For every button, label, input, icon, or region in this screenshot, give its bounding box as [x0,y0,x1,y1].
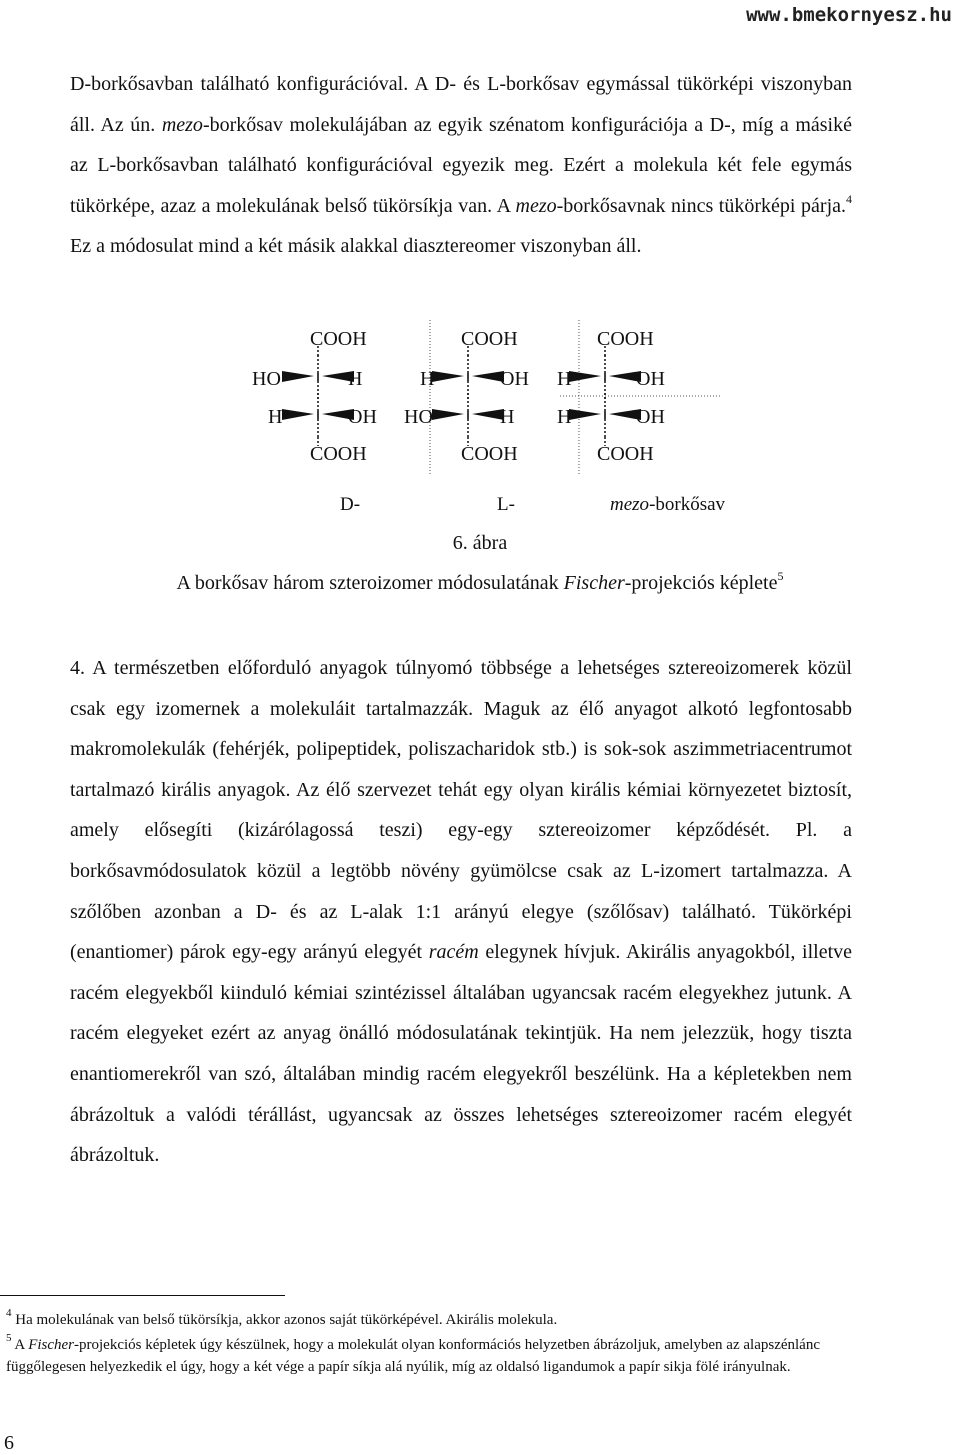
text-run: -, míg a másiké az [70,113,852,177]
l-mark: L [487,73,500,95]
figure-caption [0,569,960,595]
text-run: 4. A természetben előforduló anyagok túlnyomó többsége a lehetséges sztereoizomerek közül csak egy izomernek a molekuláit tartalmazzák. Maguk az élő anyagot alkotó legfontosabb makromolekulák (fehérjék, polipeptidek, poliszacharidok stb.) is sok-sok aszimmetriacentrumot tartalmazó királis anyagok. Az élő szervezet tehát egy olyan királis kémiai környezetet biztosít, amely elősegíti (kizárólagossá teszi) egy-egy sztereoizomer képződését. Pl. a borkősavmódosulatok közül a legtöbb növény gyümölcse csak az [70,657,852,882]
text-run: -borkősavban található konfigurációval egyezik meg. Ezért a molekula két fele egymás tükörképe, azaz a molekulának belső tükörsíkja van. A [70,154,852,217]
text-run: -borkősavban található konfigurációval. A [84,73,435,95]
top-group: COOH [461,328,518,350]
bottom-group: COOH [310,443,367,465]
fischer-structure-d [252,328,377,465]
right-ligand: OH [500,368,529,390]
left-ligand: HO [404,406,433,428]
fischer-projections-svg [0,318,960,528]
footnote-text: A [11,1337,29,1353]
l-mark: L [640,859,654,882]
right-ligand: H [348,368,363,390]
text-run: - és [449,73,488,95]
text-run: -borkősav molekulájában az egyik szénatom konfigurációja a [202,113,710,136]
caption-text: A borkősav három szteroizomer módosulatának [176,572,564,594]
footnote-divider [0,1295,285,1296]
top-group: COOH [310,328,367,350]
label-l [497,494,515,516]
label-d [340,494,360,516]
racem-term: racém [428,941,479,964]
caption-italic: Fischer [563,572,625,594]
right-ligand: OH [636,406,665,428]
dash: - [353,494,361,515]
right-ligand: H [500,406,515,428]
d-mark: D [70,73,85,95]
footnote-mark: 4 [6,1307,12,1319]
dash: - [508,494,515,515]
fischer-structure-l [404,328,529,465]
d-mark: D [709,113,725,136]
left-ligand: H [557,368,572,390]
fischer-structure-meso [557,328,665,465]
figure-number: 6. ábra [452,532,508,554]
mezo-term: mezo [161,113,203,136]
d-mark: D [340,494,354,515]
l-mark: L [97,154,110,177]
mezo-term: mezo [610,494,650,515]
bottom-group: COOH [597,443,654,465]
site-url[interactable]: www.bmekornyesz.hu [746,4,952,26]
footnote-4 [6,1307,866,1332]
d-mark: D [434,73,450,95]
l-mark: L [497,494,509,515]
left-ligand: H [268,406,283,428]
right-ligand: OH [636,368,665,390]
label-mezo [610,494,725,516]
text-run: -borkősavnak nincs tükörképi párja. [556,194,846,217]
text-run: - és az [270,900,351,923]
bottom-group: COOH [461,443,518,465]
footnote-italic: Fischer [28,1337,75,1353]
footnote-text: Ha molekulának van belső tükörsíkja, akkor azonos saját tükörképével. Akirális molekula. [11,1312,558,1328]
l-mark: L [350,900,363,923]
footnote-mark: 5 [6,1332,12,1344]
paragraph-2 [70,648,852,1176]
text-run: -izomert tartalmazza. A szőlőben azonban a [70,859,852,923]
text-run: -borkősav egymással tükörképi viszonyban áll. Az ún. [70,73,852,136]
text-run: Ez a módosulat mind a két másik alakkal diasztereomer viszonyban áll. [70,235,642,258]
text-run: -alak 1:1 arányú elegye (szőlősav) található. Tükörképi (enantiomer) párok egy-egy arányú elegyét [70,900,852,964]
mezo-term: mezo [515,194,557,217]
right-ligand: OH [348,406,377,428]
footnote-5 [6,1332,866,1378]
fischer-projection-figure [0,318,960,528]
footnote-ref-5[interactable]: 5 [777,569,784,584]
d-mark: D [255,900,271,923]
top-group: COOH [597,328,654,350]
paragraph-1 [70,64,852,267]
footnote-ref-4[interactable]: 4 [846,192,852,207]
footnote-text: -projekciós képletek úgy készülnek, hogy a molekulát olyan konformációs helyzetben ábrázoljuk, amelyben az alapszénlánc függőlegesen helyezkedik el úgy, hogy a két vége a papír síkja alá nyúlik, míg az oldalsó ligandumok a papír sikja fölé irányulnak. [6,1337,820,1375]
left-ligand: H [557,406,572,428]
text-run: elegynek hívjuk. Akirális anyagokból, illetve racém elegyekből kiinduló kémiai szintézissel általában ugyancsak racém elegyekhez jutunk. A racém elegyeket ezért az anyag önálló módosulatának tekintjük. Ha nem jelezzük, hogy tiszta enantiomerekről van szó, általában mindig racém elegyekről beszélünk. Ha a képletekben nem ábrázoltuk a valódi térállást, ugyancsak az összes lehetséges sztereoizomer racém elegyét ábrázoltuk. [70,941,853,1167]
left-ligand: H [420,368,435,390]
left-ligand: HO [252,368,281,390]
page-number: 6 [4,1432,14,1454]
mezo-suffix: -borkősav [649,494,726,515]
caption-text: -projekciós képlete [624,572,778,594]
